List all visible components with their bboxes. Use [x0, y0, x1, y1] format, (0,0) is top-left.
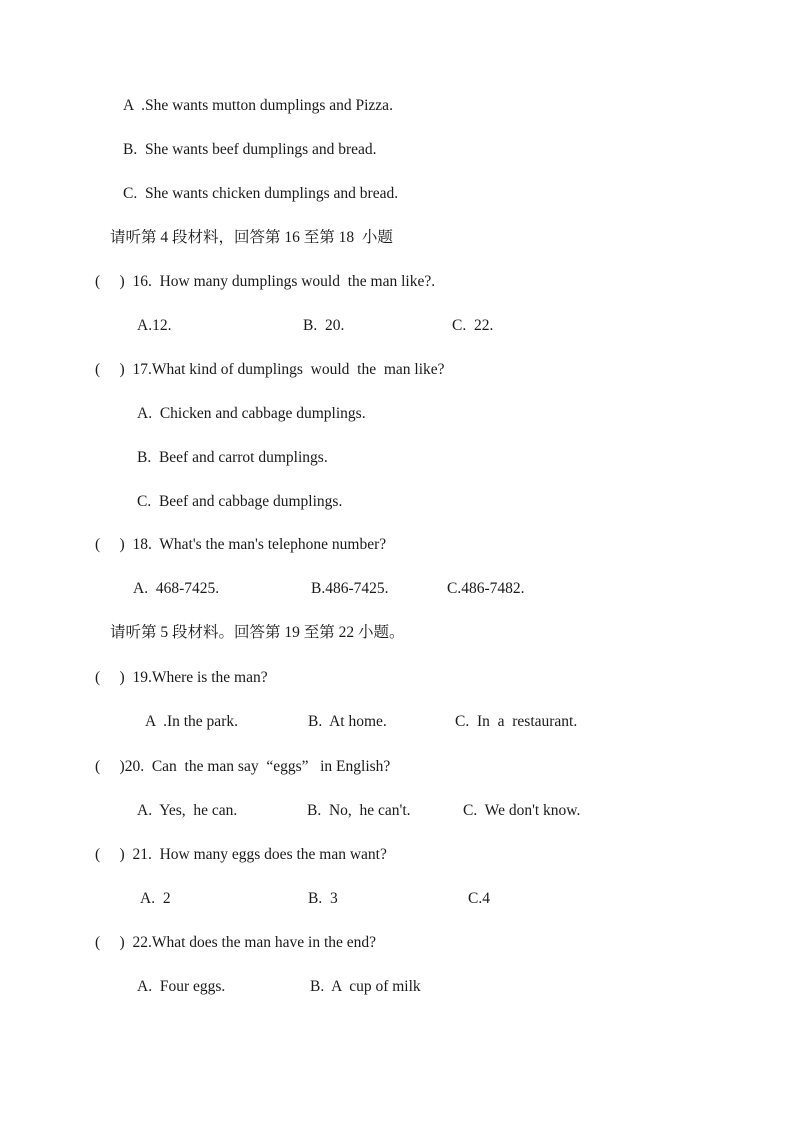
- q15-option-b: B. She wants beef dumplings and bread.: [123, 141, 377, 158]
- q20-option-b: B. No, he can't.: [307, 802, 411, 819]
- q16-option-a: A.12.: [137, 317, 172, 334]
- q19-question: ( ) 19.Where is the man?: [95, 669, 268, 686]
- q18-option-b: B.486-7425.: [311, 580, 389, 597]
- q20-question: ( )20. Can the man say “eggs” in English?: [95, 758, 391, 775]
- q20-option-a: A. Yes, he can.: [137, 802, 238, 819]
- q20-option-c: C. We don't know.: [463, 802, 581, 819]
- q19-option-b: B. At home.: [308, 713, 387, 730]
- q22-question: ( ) 22.What does the man have in the end?: [95, 934, 377, 951]
- section5-heading: 请听第 5 段材料。回答第 19 至第 22 小题。: [110, 624, 405, 641]
- q22-option-a: A. Four eggs.: [137, 978, 226, 995]
- q21-question: ( ) 21. How many eggs does the man want?: [95, 846, 387, 863]
- q18-question: ( ) 18. What's the man's telephone number?: [95, 536, 387, 553]
- q19-option-c: C. In a restaurant.: [455, 713, 578, 730]
- q17-option-a: A. Chicken and cabbage dumplings.: [137, 405, 366, 422]
- q16-question: ( ) 16. How many dumplings would the man like?.: [95, 273, 436, 290]
- q21-option-c: C.4: [468, 890, 490, 907]
- section4-heading: 请听第 4 段材料，回答第 16 至第 18 小题: [110, 229, 393, 246]
- q17-option-c: C. Beef and cabbage dumplings.: [137, 493, 343, 510]
- q18-option-a: A. 468-7425.: [133, 580, 220, 597]
- q16-option-c: C. 22.: [452, 317, 494, 334]
- q15-option-c: C. She wants chicken dumplings and bread.: [123, 185, 399, 202]
- q17-question: ( ) 17.What kind of dumplings would the man like?: [95, 361, 445, 378]
- q21-option-b: B. 3: [308, 890, 338, 907]
- q16-option-b: B. 20.: [303, 317, 345, 334]
- q18-option-c: C.486-7482.: [447, 580, 525, 597]
- q21-option-a: A. 2: [140, 890, 171, 907]
- q22-option-b: B. A cup of milk: [310, 978, 421, 995]
- q19-option-a: A .In the park.: [145, 713, 238, 730]
- q15-option-a: A .She wants mutton dumplings and Pizza.: [123, 97, 393, 114]
- q17-option-b: B. Beef and carrot dumplings.: [137, 449, 328, 466]
